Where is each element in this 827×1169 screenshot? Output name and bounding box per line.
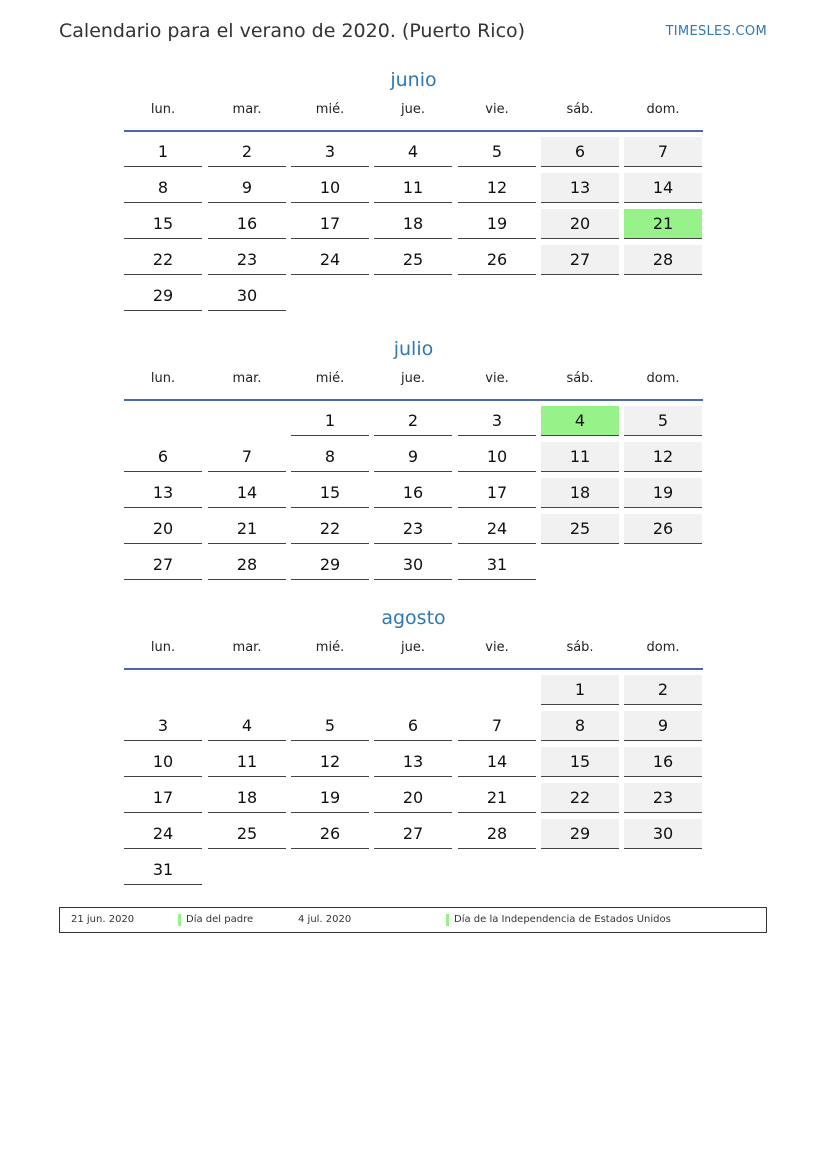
- day-cell: 5: [458, 137, 536, 167]
- weekday-label: sáb.: [566, 102, 594, 117]
- day-cell: 10: [124, 747, 202, 777]
- day-cell: 8: [291, 442, 369, 472]
- weekday-label: vie.: [485, 640, 509, 655]
- day-cell: 24: [124, 819, 202, 849]
- day-cell: 16: [374, 478, 452, 508]
- day-grid: [124, 675, 703, 891]
- day-cell: 3: [458, 406, 536, 436]
- day-cell: 28: [458, 819, 536, 849]
- day-cell: 2: [624, 675, 702, 705]
- day-cell: 4: [541, 406, 619, 436]
- day-cell: 31: [124, 855, 202, 885]
- day-cell: 13: [541, 173, 619, 203]
- day-cell: 11: [374, 173, 452, 203]
- day-cell: 29: [124, 281, 202, 311]
- day-cell: 1: [124, 137, 202, 167]
- day-cell: 30: [624, 819, 702, 849]
- weekday-label: lun.: [150, 371, 176, 386]
- month-agosto: [124, 604, 703, 891]
- day-cell: 15: [541, 747, 619, 777]
- day-cell: 2: [374, 406, 452, 436]
- day-cell: 5: [291, 711, 369, 741]
- day-cell: 16: [624, 747, 702, 777]
- day-cell: 13: [374, 747, 452, 777]
- day-cell: 25: [208, 819, 286, 849]
- day-cell: 5: [624, 406, 702, 436]
- day-cell: 27: [541, 245, 619, 275]
- day-cell: 17: [124, 783, 202, 813]
- day-cell: 24: [458, 514, 536, 544]
- day-cell: 19: [458, 209, 536, 239]
- day-cell: 18: [541, 478, 619, 508]
- day-cell: 4: [374, 137, 452, 167]
- weekday-label: mar.: [232, 102, 262, 117]
- weekday-label: mié.: [315, 102, 345, 117]
- day-cell: 9: [374, 442, 452, 472]
- weekday-label: mié.: [315, 371, 345, 386]
- day-cell: 28: [208, 550, 286, 580]
- day-cell: 15: [291, 478, 369, 508]
- legend-marker-1: [178, 914, 181, 926]
- day-cell: 12: [291, 747, 369, 777]
- page-title: Calendario para el verano de 2020. (Puerto Rico): [59, 20, 526, 42]
- weekday-label: vie.: [485, 102, 509, 117]
- day-cell: 31: [458, 550, 536, 580]
- weekday-label: jue.: [401, 640, 425, 655]
- day-cell: 19: [291, 783, 369, 813]
- day-cell: 16: [208, 209, 286, 239]
- day-cell: 6: [124, 442, 202, 472]
- day-cell: 13: [124, 478, 202, 508]
- day-cell: 1: [291, 406, 369, 436]
- day-cell: 4: [208, 711, 286, 741]
- legend-label-1: Día del padre: [186, 914, 254, 925]
- month-julio: [124, 335, 703, 586]
- legend-marker-2: [446, 914, 449, 926]
- day-cell: 29: [291, 550, 369, 580]
- day-cell: 6: [541, 137, 619, 167]
- day-cell: 7: [624, 137, 702, 167]
- day-cell: 27: [374, 819, 452, 849]
- month-title: julio: [393, 338, 434, 360]
- day-cell: 26: [291, 819, 369, 849]
- day-cell: 10: [458, 442, 536, 472]
- day-cell: 21: [208, 514, 286, 544]
- day-cell: 3: [124, 711, 202, 741]
- day-cell: 19: [624, 478, 702, 508]
- day-cell: 28: [624, 245, 702, 275]
- weekday-label: mié.: [315, 640, 345, 655]
- month-title: junio: [390, 69, 437, 91]
- legend-date-2: 4 jul. 2020: [298, 914, 352, 925]
- day-cell: 10: [291, 173, 369, 203]
- day-cell: 11: [208, 747, 286, 777]
- weekday-label: jue.: [401, 102, 425, 117]
- day-cell: 8: [541, 711, 619, 741]
- day-cell: 7: [208, 442, 286, 472]
- day-cell: 24: [291, 245, 369, 275]
- weekday-label: dom.: [646, 102, 680, 117]
- month-title: agosto: [381, 607, 446, 629]
- legend-date-1: 21 jun. 2020: [71, 914, 135, 925]
- day-cell: 20: [374, 783, 452, 813]
- day-cell: 25: [541, 514, 619, 544]
- day-cell: 20: [124, 514, 202, 544]
- day-cell: 21: [624, 209, 702, 239]
- day-cell: 3: [291, 137, 369, 167]
- day-cell: 29: [541, 819, 619, 849]
- day-cell: 27: [124, 550, 202, 580]
- day-cell: 22: [124, 245, 202, 275]
- day-cell: 23: [208, 245, 286, 275]
- weekday-header-row: [124, 369, 703, 401]
- day-cell: 15: [124, 209, 202, 239]
- weekday-label: vie.: [485, 371, 509, 386]
- day-cell: 9: [208, 173, 286, 203]
- weekday-label: mar.: [232, 640, 262, 655]
- weekday-label: mar.: [232, 371, 262, 386]
- day-cell: 17: [291, 209, 369, 239]
- day-cell: 25: [374, 245, 452, 275]
- day-cell: 12: [624, 442, 702, 472]
- day-cell: 18: [374, 209, 452, 239]
- day-cell: 8: [124, 173, 202, 203]
- day-cell: 20: [541, 209, 619, 239]
- weekday-label: jue.: [401, 371, 425, 386]
- brand-link[interactable]: TIMESLES.COM: [665, 24, 767, 39]
- day-cell: 7: [458, 711, 536, 741]
- day-cell: 18: [208, 783, 286, 813]
- day-cell: 23: [624, 783, 702, 813]
- day-cell: 22: [541, 783, 619, 813]
- day-grid: [124, 137, 703, 317]
- weekday-label: dom.: [646, 371, 680, 386]
- day-cell: 21: [458, 783, 536, 813]
- day-cell: 22: [291, 514, 369, 544]
- day-cell: 23: [374, 514, 452, 544]
- day-cell: 11: [541, 442, 619, 472]
- weekday-label: lun.: [150, 640, 176, 655]
- weekday-label: sáb.: [566, 640, 594, 655]
- weekday-header-row: [124, 638, 703, 670]
- day-cell: 6: [374, 711, 452, 741]
- day-cell: 26: [624, 514, 702, 544]
- day-cell: 17: [458, 478, 536, 508]
- day-cell: 14: [208, 478, 286, 508]
- day-cell: 12: [458, 173, 536, 203]
- day-grid: [124, 406, 703, 586]
- weekday-label: sáb.: [566, 371, 594, 386]
- month-junio: [124, 66, 703, 317]
- holiday-legend: [59, 907, 767, 933]
- legend-label-2: Día de la Independencia de Estados Unidos: [454, 914, 671, 925]
- weekday-header-row: [124, 100, 703, 132]
- weekday-label: lun.: [150, 102, 176, 117]
- day-cell: 26: [458, 245, 536, 275]
- day-cell: 30: [374, 550, 452, 580]
- weekday-label: dom.: [646, 640, 680, 655]
- day-cell: 9: [624, 711, 702, 741]
- day-cell: 1: [541, 675, 619, 705]
- day-cell: 14: [458, 747, 536, 777]
- page-header: [59, 20, 767, 46]
- day-cell: 2: [208, 137, 286, 167]
- day-cell: 30: [208, 281, 286, 311]
- day-cell: 14: [624, 173, 702, 203]
